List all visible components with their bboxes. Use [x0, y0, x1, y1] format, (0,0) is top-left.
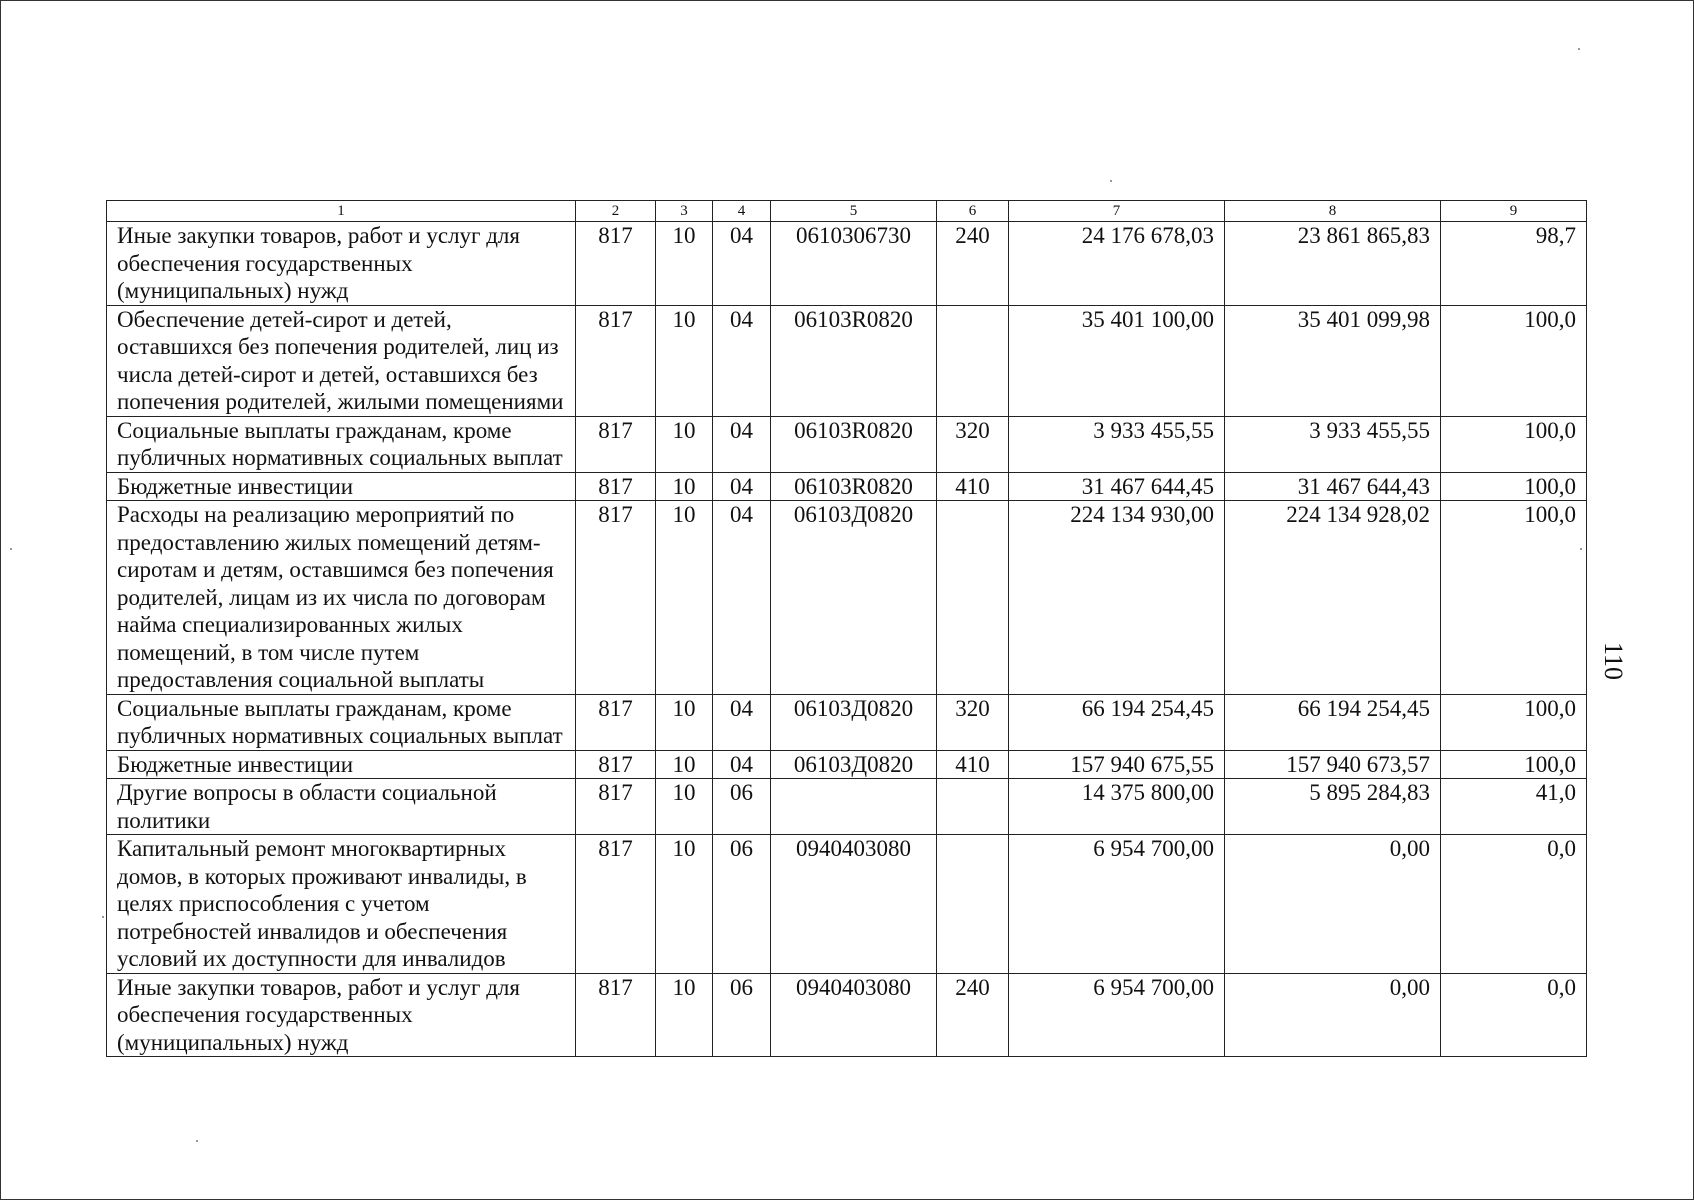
cell-col-3: 10	[656, 750, 713, 779]
cell-col-5: 06103Д0820	[771, 501, 937, 695]
cell-col-6: 240	[937, 973, 1009, 1057]
cell-col-4: 04	[713, 501, 771, 695]
scan-speck	[10, 548, 12, 550]
column-header: 6	[937, 201, 1009, 222]
cell-col-5: 0940403080	[771, 973, 937, 1057]
cell-col-5	[771, 779, 937, 835]
cell-col-3: 10	[656, 694, 713, 750]
scan-speck	[196, 1140, 198, 1142]
cell-col-2: 817	[576, 472, 656, 501]
cell-description: Обеспечение детей-сирот и детей, оставшихся без попечения родителей, лиц из числа детей-сирот и детей, оставшихся без попечения родителей, жилыми помещениями	[107, 305, 576, 416]
cell-col-6	[937, 779, 1009, 835]
cell-col-7: 157 940 675,55	[1009, 750, 1225, 779]
cell-col-8: 35 401 099,98	[1225, 305, 1441, 416]
cell-col-4: 06	[713, 779, 771, 835]
cell-col-2: 817	[576, 779, 656, 835]
cell-col-9: 100,0	[1441, 501, 1587, 695]
cell-col-8: 5 895 284,83	[1225, 779, 1441, 835]
cell-col-5: 06103R0820	[771, 305, 937, 416]
scan-speck	[1578, 48, 1580, 50]
column-header: 8	[1225, 201, 1441, 222]
column-header: 9	[1441, 201, 1587, 222]
cell-col-3: 10	[656, 779, 713, 835]
table-row	[107, 472, 1587, 501]
cell-description: Бюджетные инвестиции	[107, 750, 576, 779]
table-row	[107, 750, 1587, 779]
budget-table	[106, 200, 1587, 1057]
cell-col-7: 24 176 678,03	[1009, 222, 1225, 306]
column-header: 5	[771, 201, 937, 222]
cell-col-6	[937, 835, 1009, 974]
column-header: 1	[107, 201, 576, 222]
cell-col-9: 100,0	[1441, 694, 1587, 750]
cell-col-7: 35 401 100,00	[1009, 305, 1225, 416]
cell-col-4: 04	[713, 305, 771, 416]
column-header: 2	[576, 201, 656, 222]
cell-col-2: 817	[576, 973, 656, 1057]
cell-description: Расходы на реализацию мероприятий по предоставлению жилых помещений детям-сиротам и детям, оставшимся без попечения родителей, лицам из их числа по договорам найма специализированных жилых помещений, в том числе путем предоставления социальной выплаты	[107, 501, 576, 695]
table-row	[107, 779, 1587, 835]
cell-col-8: 23 861 865,83	[1225, 222, 1441, 306]
cell-description: Социальные выплаты гражданам, кроме публичных нормативных социальных выплат	[107, 416, 576, 472]
cell-col-9: 41,0	[1441, 779, 1587, 835]
cell-description: Капитальный ремонт многоквартирных домов, в которых проживают инвалиды, в целях приспособления с учетом потребностей инвалидов и обеспечения условий их доступности для инвалидов	[107, 835, 576, 974]
cell-col-7: 66 194 254,45	[1009, 694, 1225, 750]
table-header	[107, 201, 1587, 222]
column-header: 3	[656, 201, 713, 222]
cell-col-5: 06103R0820	[771, 416, 937, 472]
table-row	[107, 973, 1587, 1057]
cell-col-9: 0,0	[1441, 973, 1587, 1057]
cell-col-8: 224 134 928,02	[1225, 501, 1441, 695]
column-header: 4	[713, 201, 771, 222]
cell-col-2: 817	[576, 694, 656, 750]
cell-col-4: 04	[713, 416, 771, 472]
cell-col-4: 06	[713, 973, 771, 1057]
cell-col-5: 06103Д0820	[771, 750, 937, 779]
cell-col-8: 31 467 644,43	[1225, 472, 1441, 501]
cell-col-8: 0,00	[1225, 835, 1441, 974]
cell-col-3: 10	[656, 501, 713, 695]
cell-col-6: 410	[937, 472, 1009, 501]
cell-col-9: 100,0	[1441, 472, 1587, 501]
cell-col-6: 320	[937, 694, 1009, 750]
table-body	[107, 222, 1587, 1057]
cell-description: Бюджетные инвестиции	[107, 472, 576, 501]
cell-description: Иные закупки товаров, работ и услуг для обеспечения государственных (муниципальных) нужд	[107, 973, 576, 1057]
cell-col-9: 0,0	[1441, 835, 1587, 974]
cell-col-7: 3 933 455,55	[1009, 416, 1225, 472]
scan-speck	[102, 916, 104, 918]
cell-col-9: 98,7	[1441, 222, 1587, 306]
cell-col-5: 0610306730	[771, 222, 937, 306]
cell-col-7: 14 375 800,00	[1009, 779, 1225, 835]
table-row	[107, 222, 1587, 306]
cell-col-3: 10	[656, 973, 713, 1057]
cell-col-9: 100,0	[1441, 305, 1587, 416]
cell-col-4: 04	[713, 750, 771, 779]
table-row	[107, 835, 1587, 974]
cell-col-9: 100,0	[1441, 416, 1587, 472]
cell-col-3: 10	[656, 222, 713, 306]
cell-description: Иные закупки товаров, работ и услуг для обеспечения государственных (муниципальных) нужд	[107, 222, 576, 306]
cell-col-2: 817	[576, 416, 656, 472]
cell-col-5: 06103R0820	[771, 472, 937, 501]
cell-col-6: 240	[937, 222, 1009, 306]
cell-col-2: 817	[576, 750, 656, 779]
cell-col-9: 100,0	[1441, 750, 1587, 779]
cell-description: Другие вопросы в области социальной политики	[107, 779, 576, 835]
cell-col-4: 04	[713, 222, 771, 306]
column-header: 7	[1009, 201, 1225, 222]
cell-col-8: 66 194 254,45	[1225, 694, 1441, 750]
cell-col-6	[937, 501, 1009, 695]
cell-col-8: 157 940 673,57	[1225, 750, 1441, 779]
cell-col-6: 410	[937, 750, 1009, 779]
cell-col-7: 31 467 644,45	[1009, 472, 1225, 501]
table-row	[107, 416, 1587, 472]
cell-col-7: 6 954 700,00	[1009, 835, 1225, 974]
cell-col-2: 817	[576, 222, 656, 306]
cell-col-2: 817	[576, 305, 656, 416]
cell-col-5: 0940403080	[771, 835, 937, 974]
table-row	[107, 501, 1587, 695]
cell-col-3: 10	[656, 305, 713, 416]
cell-col-2: 817	[576, 501, 656, 695]
cell-description: Социальные выплаты гражданам, кроме публичных нормативных социальных выплат	[107, 694, 576, 750]
scan-speck	[1580, 548, 1582, 550]
cell-col-5: 06103Д0820	[771, 694, 937, 750]
cell-col-4: 04	[713, 472, 771, 501]
cell-col-7: 6 954 700,00	[1009, 973, 1225, 1057]
header-row	[107, 201, 1587, 222]
cell-col-6: 320	[937, 416, 1009, 472]
cell-col-3: 10	[656, 472, 713, 501]
cell-col-8: 0,00	[1225, 973, 1441, 1057]
table-row	[107, 694, 1587, 750]
table-row	[107, 305, 1587, 416]
cell-col-3: 10	[656, 835, 713, 974]
cell-col-8: 3 933 455,55	[1225, 416, 1441, 472]
cell-col-2: 817	[576, 835, 656, 974]
scan-speck	[1110, 180, 1112, 182]
cell-col-6	[937, 305, 1009, 416]
cell-col-4: 06	[713, 835, 771, 974]
cell-col-3: 10	[656, 416, 713, 472]
cell-col-4: 04	[713, 694, 771, 750]
cell-col-7: 224 134 930,00	[1009, 501, 1225, 695]
page-number: 110	[1599, 642, 1628, 681]
